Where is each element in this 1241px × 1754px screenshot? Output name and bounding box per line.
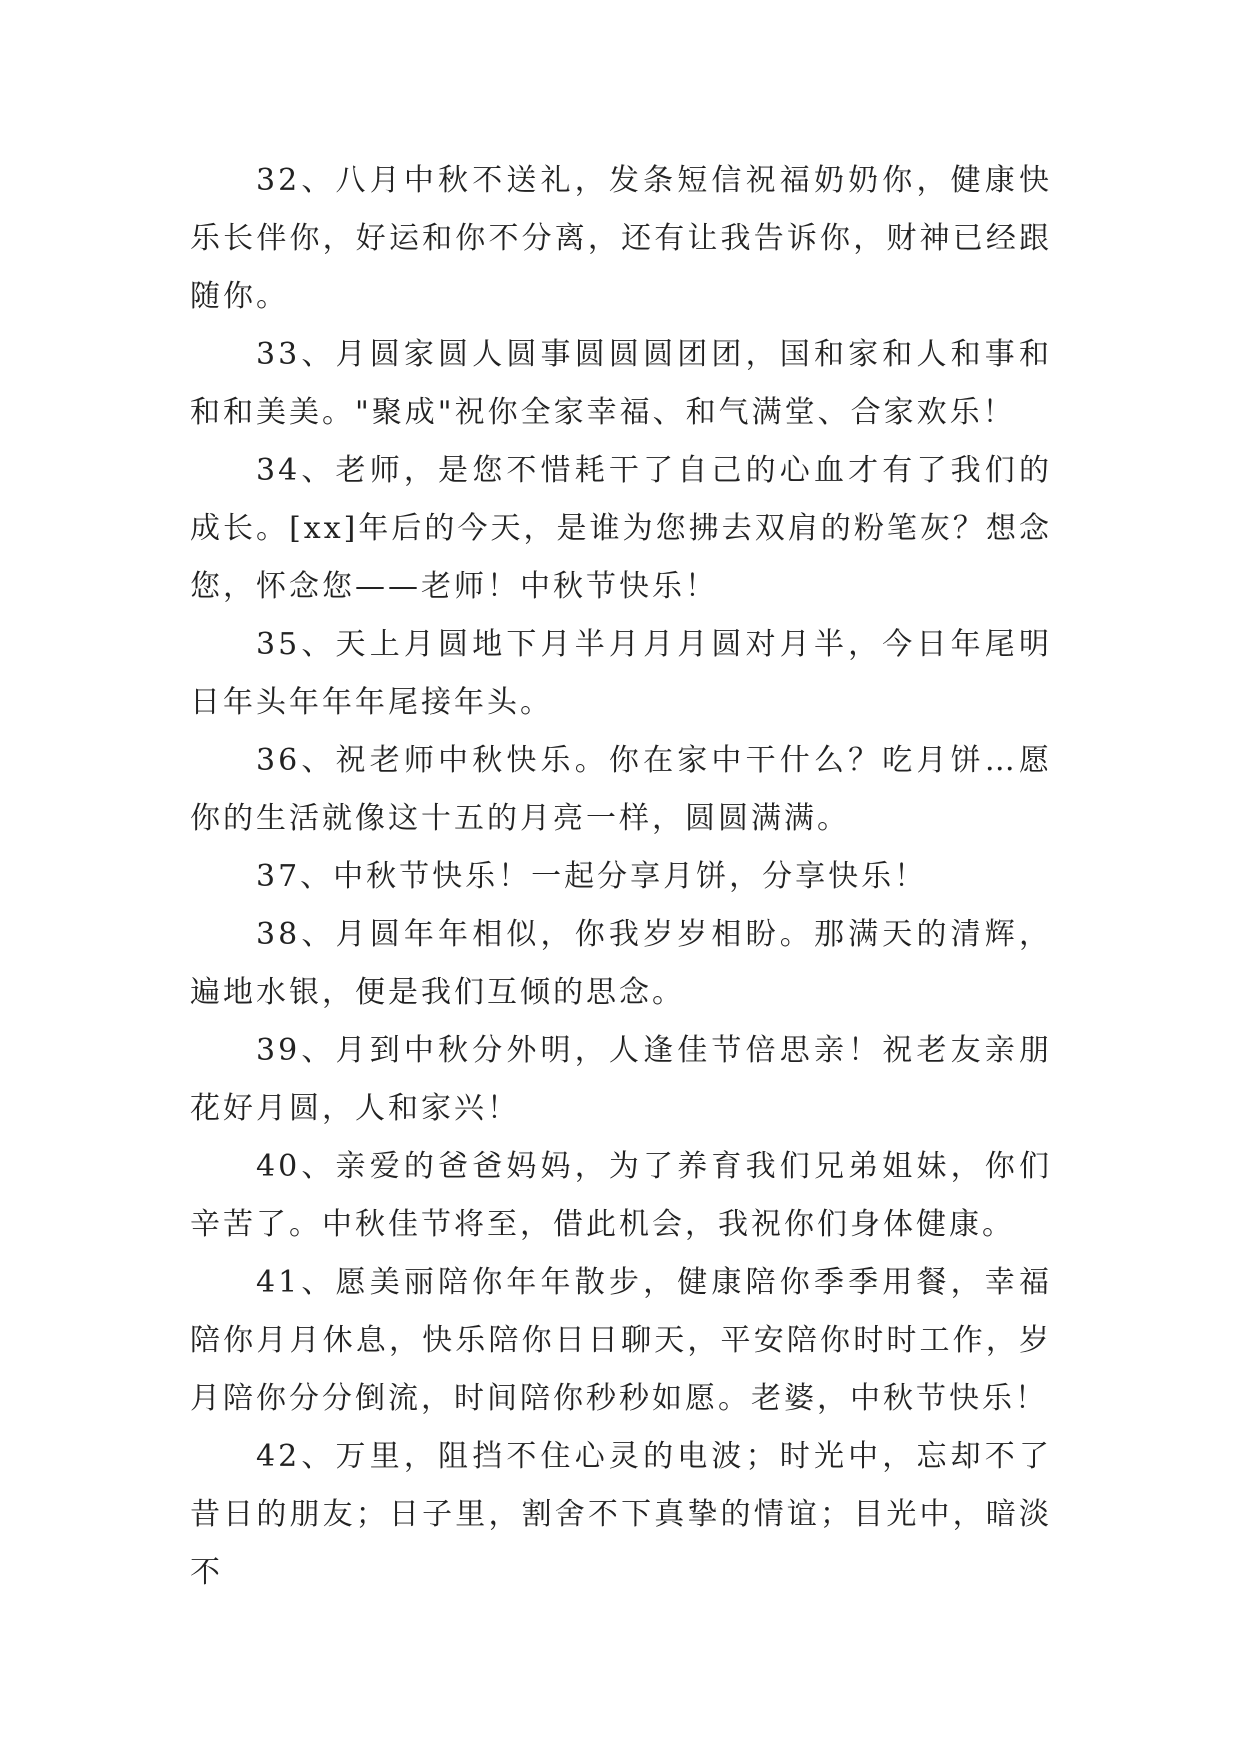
paragraph-39: 39、月到中秋分外明，人逢佳节倍思亲！祝老友亲朋花好月圆，人和家兴！ bbox=[190, 1033, 1052, 1126]
paragraph-33: 33、月圆家圆人圆事圆圆圆团团，国和家和人和事和和和美美。"聚成"祝你全家幸福、和气满堂、合家欢乐！ bbox=[190, 337, 1052, 430]
paragraph-37: 37、中秋节快乐！一起分享月饼，分享快乐！ bbox=[256, 859, 928, 894]
paragraph-41: 41、愿美丽陪你年年散步，健康陪你季季用餐，幸福陪你月月休息，快乐陪你日日聊天，平安陪你时时工作，岁月陪你分分倒流，时间陪你秒秒如愿。老婆，中秋节快乐！ bbox=[190, 1265, 1052, 1416]
paragraph-34: 34、老师，是您不惜耗干了自己的心血才有了我们的成长。[xx]年后的今天，是谁为您拂去双肩的粉笔灰？想念您，怀念您——老师！中秋节快乐！ bbox=[190, 453, 1052, 604]
paragraph-40: 40、亲爱的爸爸妈妈，为了养育我们兄弟姐妹，你们辛苦了。中秋佳节将至，借此机会，我祝你们身体健康。 bbox=[190, 1149, 1052, 1242]
paragraph-35: 35、天上月圆地下月半月月月圆对月半，今日年尾明日年头年年年尾接年头。 bbox=[190, 627, 1052, 720]
paragraph-32: 32、八月中秋不送礼，发条短信祝福奶奶你，健康快乐长伴你，好运和你不分离，还有让我告诉你，财神已经跟随你。 bbox=[190, 163, 1052, 314]
paragraph-36: 36、祝老师中秋快乐。你在家中干什么？吃月饼…愿你的生活就像这十五的月亮一样，圆圆满满。 bbox=[190, 743, 1052, 836]
paragraph-38: 38、月圆年年相似，你我岁岁相盼。那满天的清辉，遍地水银，便是我们互倾的思念。 bbox=[190, 917, 1052, 1010]
paragraph-42: 42、万里，阻挡不住心灵的电波；时光中，忘却不了昔日的朋友；日子里，割舍不下真挚的情谊；目光中，暗淡不 bbox=[190, 1439, 1052, 1590]
document-body bbox=[190, 152, 1052, 1602]
